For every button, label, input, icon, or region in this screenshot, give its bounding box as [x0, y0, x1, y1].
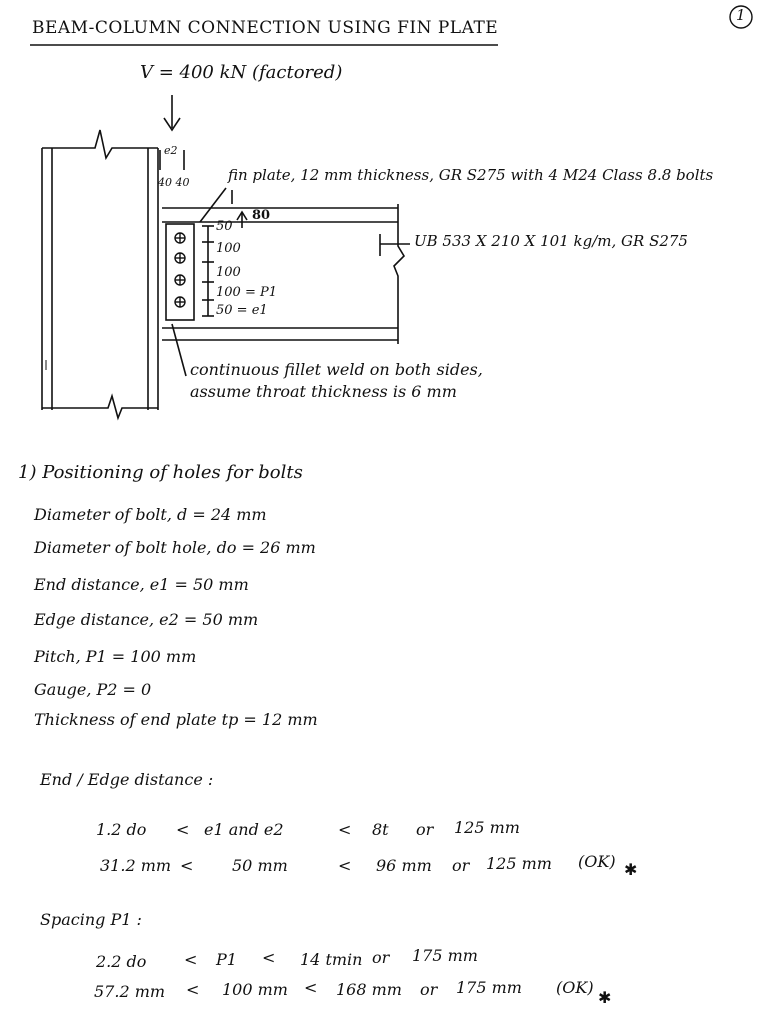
dim-label-3: 100: [216, 265, 241, 280]
end-edge-heading: End / Edge distance :: [40, 770, 214, 789]
calc-line-7: Thickness of end plate tp = 12 mm: [34, 710, 318, 729]
spacing-ok: (OK): [556, 978, 594, 997]
calc-line-1: Diameter of bolt, d = 24 mm: [34, 505, 267, 524]
spacing-r2-b: <: [186, 980, 200, 999]
spacing-r1-e: 14 tmin: [300, 950, 363, 969]
end-edge-r2-f: or: [452, 856, 470, 875]
calc-line-2: Diameter of bolt hole, do = 26 mm: [34, 538, 316, 557]
column-break-top: [42, 130, 158, 158]
bolt-group: [175, 233, 185, 307]
end-edge-r2-d: <: [338, 856, 352, 875]
end-edge-r1-f: or: [416, 820, 434, 839]
page-title: BEAM-COLUMN CONNECTION USING FIN PLATE: [32, 18, 499, 38]
calc-line-6: Gauge, P2 = 0: [34, 680, 152, 699]
end-edge-r1-d: <: [338, 820, 352, 839]
end-edge-r1-a: 1.2 do: [96, 820, 147, 839]
calc-line-4: Edge distance, e2 = 50 mm: [34, 610, 259, 629]
end-edge-check-mark: ✱: [624, 860, 638, 879]
e2-label: e2: [164, 144, 178, 157]
spacing-r1-f: or: [372, 948, 390, 967]
spacing-r2-e: 168 mm: [336, 980, 402, 999]
dim-80-label: 80: [252, 208, 271, 223]
spacing-r2-c: 100 mm: [222, 980, 288, 999]
end-edge-r2-a: 31.2 mm: [100, 856, 172, 875]
page-number: 1: [736, 6, 746, 24]
fin-plate-note: fin plate, 12 mm thickness, GR S275 with 4 M24 Class 8.8 bolts: [228, 166, 714, 184]
weld-note-line-1: continuous fillet weld on both sides,: [190, 360, 483, 379]
calc-line-5: Pitch, P1 = 100 mm: [34, 647, 197, 666]
end-edge-r1-e: 8t: [372, 820, 389, 839]
end-edge-r1-b: <: [176, 820, 190, 839]
column-break-bottom: [42, 396, 158, 418]
spacing-heading: Spacing P1 :: [40, 910, 142, 929]
spacing-check-mark: ✱: [598, 988, 612, 1007]
dim-label-4: 100 = P1: [216, 285, 277, 300]
beam-break-right: [394, 204, 404, 344]
dim-label-2: 100: [216, 241, 241, 256]
load-label: V = 400 kN (factored): [140, 62, 343, 83]
calc-line-3: End distance, e1 = 50 mm: [34, 575, 249, 594]
spacing-r1-a: 2.2 do: [96, 952, 147, 971]
end-edge-ok: (OK): [578, 852, 616, 871]
end-edge-r2-c: 50 mm: [232, 856, 288, 875]
spacing-r2-d: <: [304, 978, 318, 997]
spacing-r1-b: <: [184, 950, 198, 969]
end-edge-r1-g: 125 mm: [454, 818, 520, 837]
dim-label-5: 50 = e1: [216, 303, 268, 318]
end-edge-r2-e: 96 mm: [376, 856, 432, 875]
section-1-heading: 1) Positioning of holes for bolts: [18, 462, 303, 483]
e2-dims-label: 40 40: [158, 176, 190, 189]
spacing-r2-a: 57.2 mm: [94, 982, 166, 1001]
end-edge-r1-c: e1 and e2: [204, 820, 284, 839]
end-edge-r2-b: <: [180, 856, 194, 875]
spacing-r2-g: 175 mm: [456, 978, 522, 997]
spacing-r2-f: or: [420, 980, 438, 999]
spacing-r1-g: 175 mm: [412, 946, 478, 965]
beam-section-note: UB 533 X 210 X 101 kg/m, GR S275: [414, 232, 688, 250]
end-edge-r2-g: 125 mm: [486, 854, 552, 873]
spacing-r1-d: <: [262, 948, 276, 967]
spacing-r1-c: P1: [216, 950, 237, 969]
dim-label-1: 50: [216, 219, 233, 234]
weld-note-line-2: assume throat thickness is 6 mm: [190, 382, 457, 401]
